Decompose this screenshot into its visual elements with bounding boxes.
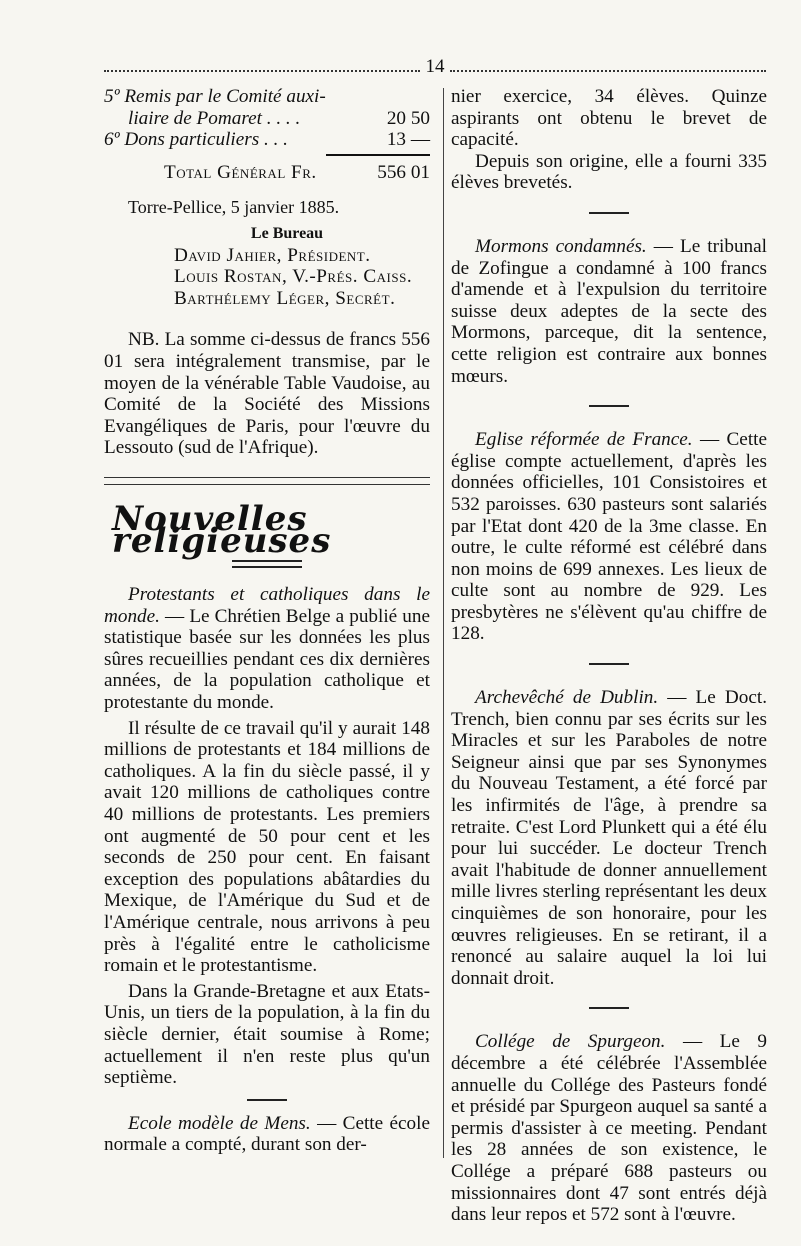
receipt-amount: 13 — [386,129,430,151]
article-separator [589,663,629,665]
article-mormons [451,236,767,387]
article-protestants [104,584,430,714]
right-column [451,86,767,1226]
total-label: Total Général Fr. [164,161,317,183]
total-rule [326,154,430,156]
article-eglise-france [451,429,767,645]
article-body: — Cette école normale a compté, durant son der- [104,1112,430,1156]
page-number: 14 [425,56,445,77]
article-ecole-mens [104,1113,430,1156]
column-divider [443,88,444,1158]
officer-secretary: Barthélemy Léger, Secrét. [174,287,396,309]
title-underline [232,560,302,568]
officer-president: David Jahier, Président. [174,244,371,266]
header-dotted-rule-left [104,70,420,72]
article-title: Collége de Spurgeon. [475,1031,666,1053]
article-separator [589,405,629,407]
article-separator [589,1007,629,1009]
receipt-row [104,129,430,151]
dateline: Torre-Pellice, 5 janvier 1885. [128,197,340,218]
article-paragraph: Dans la Grande-Bretagne et aux Etats-Unis, un tiers de la population, à la fin du siècle dernier, était soumise à Rome; actuellement il n'en reste plus qu'un septième. [104,980,430,1089]
article-separator [247,1099,287,1101]
article-spurgeon [451,1031,767,1225]
article-body: — Le Chrétien Belge a publié une statistique basée sur les données les plus sûres recueillies pendant ces dix dernières années, de la population catholique et protestante du monde. [104,605,430,714]
header-dotted-rule-right [450,70,766,72]
article-title: Eglise réformée de France. [475,429,693,451]
article-title: Archevêché de Dublin. [475,687,659,709]
section-title: Nouvelles religieuses [112,498,332,561]
officer-treasurer: Louis Rostan, V.-Prés. Caiss. [174,266,413,288]
article-title: Protestants et catholiques dans le monde. [104,584,430,627]
article-body: — Le tribunal de Zofingue a condamné à 100 francs d'amende et à l'expulsion du territoire suisse deux adeptes de la secte des Mormons, parceque, dit la sentence, cette religion est contraire aux bonnes mœurs. [451,235,767,387]
receipt-amount: 20 50 [386,107,430,129]
article-separator [589,212,629,214]
receipt-row [104,86,430,108]
total-row [104,162,430,184]
receipt-label: 6º Dons particuliers . . . [104,129,288,151]
article-title: Mormons condamnés. [475,235,647,257]
receipt-label: liaire de Pomaret . . . . [128,107,301,129]
article-paragraph: Il résulte de ce travail qu'il y aurait 148 millions de protestants et 184 millions de catholiques. A la fin du siècle passé, il y avait 120 millions de catholiques contre 40 millions de protestants. Les premiers ont augmenté de 50 pour cent et les seconds de 250 pour cent. En faisant exception des populations abâtardies du Mexique, de l'Amérique du Sud et de l'Amérique centrale, nous arrivons à peu près à l'égalité entre le catholicisme romain et le protestantisme. [104,717,430,977]
receipt-label: 5º Remis par le Comité auxi- [104,86,326,107]
article-title: Ecole modèle de Mens. [128,1112,311,1134]
left-column [104,86,430,1156]
section-separator [104,477,430,485]
nb-note: NB. La somme ci-dessus de francs 556 01 sera intégralement transmise, par le moyen de la vénérable Table Vaudoise, au Comité de la Société des Missions Evangéliques de Paris, pour l'œuvre du Lessouto (sud de l'Afrique). [104,329,430,459]
article-body: — Cette église compte actuellement, d'après les données officielles, 101 Consistoires et 532 paroisses. 630 pasteurs sont salariés par l'Etat dont 420 de la 3me classe. En outre, le culte réformé est célébré dans non moins de 699 annexes. Les lieux de culte sont au nombre de 929. Les presbytères ne s'élèvent qu'au chiffre de 128. [451,429,767,645]
article-body: — Le 9 décembre a été célébrée l'Assemblée annuelle du Collége des Pasteurs fondé et présidé par Spurgeon auquel sa santé a permis d'assister à ce meeting. Pendant les 28 années de son existence, le Collége a préparé 688 pasteurs ou missionnaires dont 47 sont entrés déjà dans leur repos et 572 sont à l'œuvre. [451,1031,767,1226]
bureau-heading: Le Bureau [250,224,324,242]
receipt-row [104,108,430,130]
total-amount: 556 01 [377,161,430,183]
article-continuation: nier exercice, 34 élèves. Quinze aspirants ont obtenu le brevet de capacité. [451,86,767,151]
article-body: — Le Doct. Trench, bien connu par ses écrits sur les Miracles et sur les Paraboles de notre Seigneur ainsi que par ses Synonymes du Nouveau Testament, a été forcé par les infirmités de l'âge, à prendre sa retraite. C'est Lord Plunkett qui a été élu pour lui succéder. Le docteur Trench avait l'habitude de donner annuellement mille livres sterling représentant les deux cinquièmes de son honoraire, pour les œuvres religieuses. En se retirant, il a renoncé au salaire auquel la loi lui donnait droit. [451,687,767,989]
article-dublin [451,687,767,989]
article-paragraph: Depuis son origine, elle a fourni 335 élèves brevetés. [451,150,767,194]
